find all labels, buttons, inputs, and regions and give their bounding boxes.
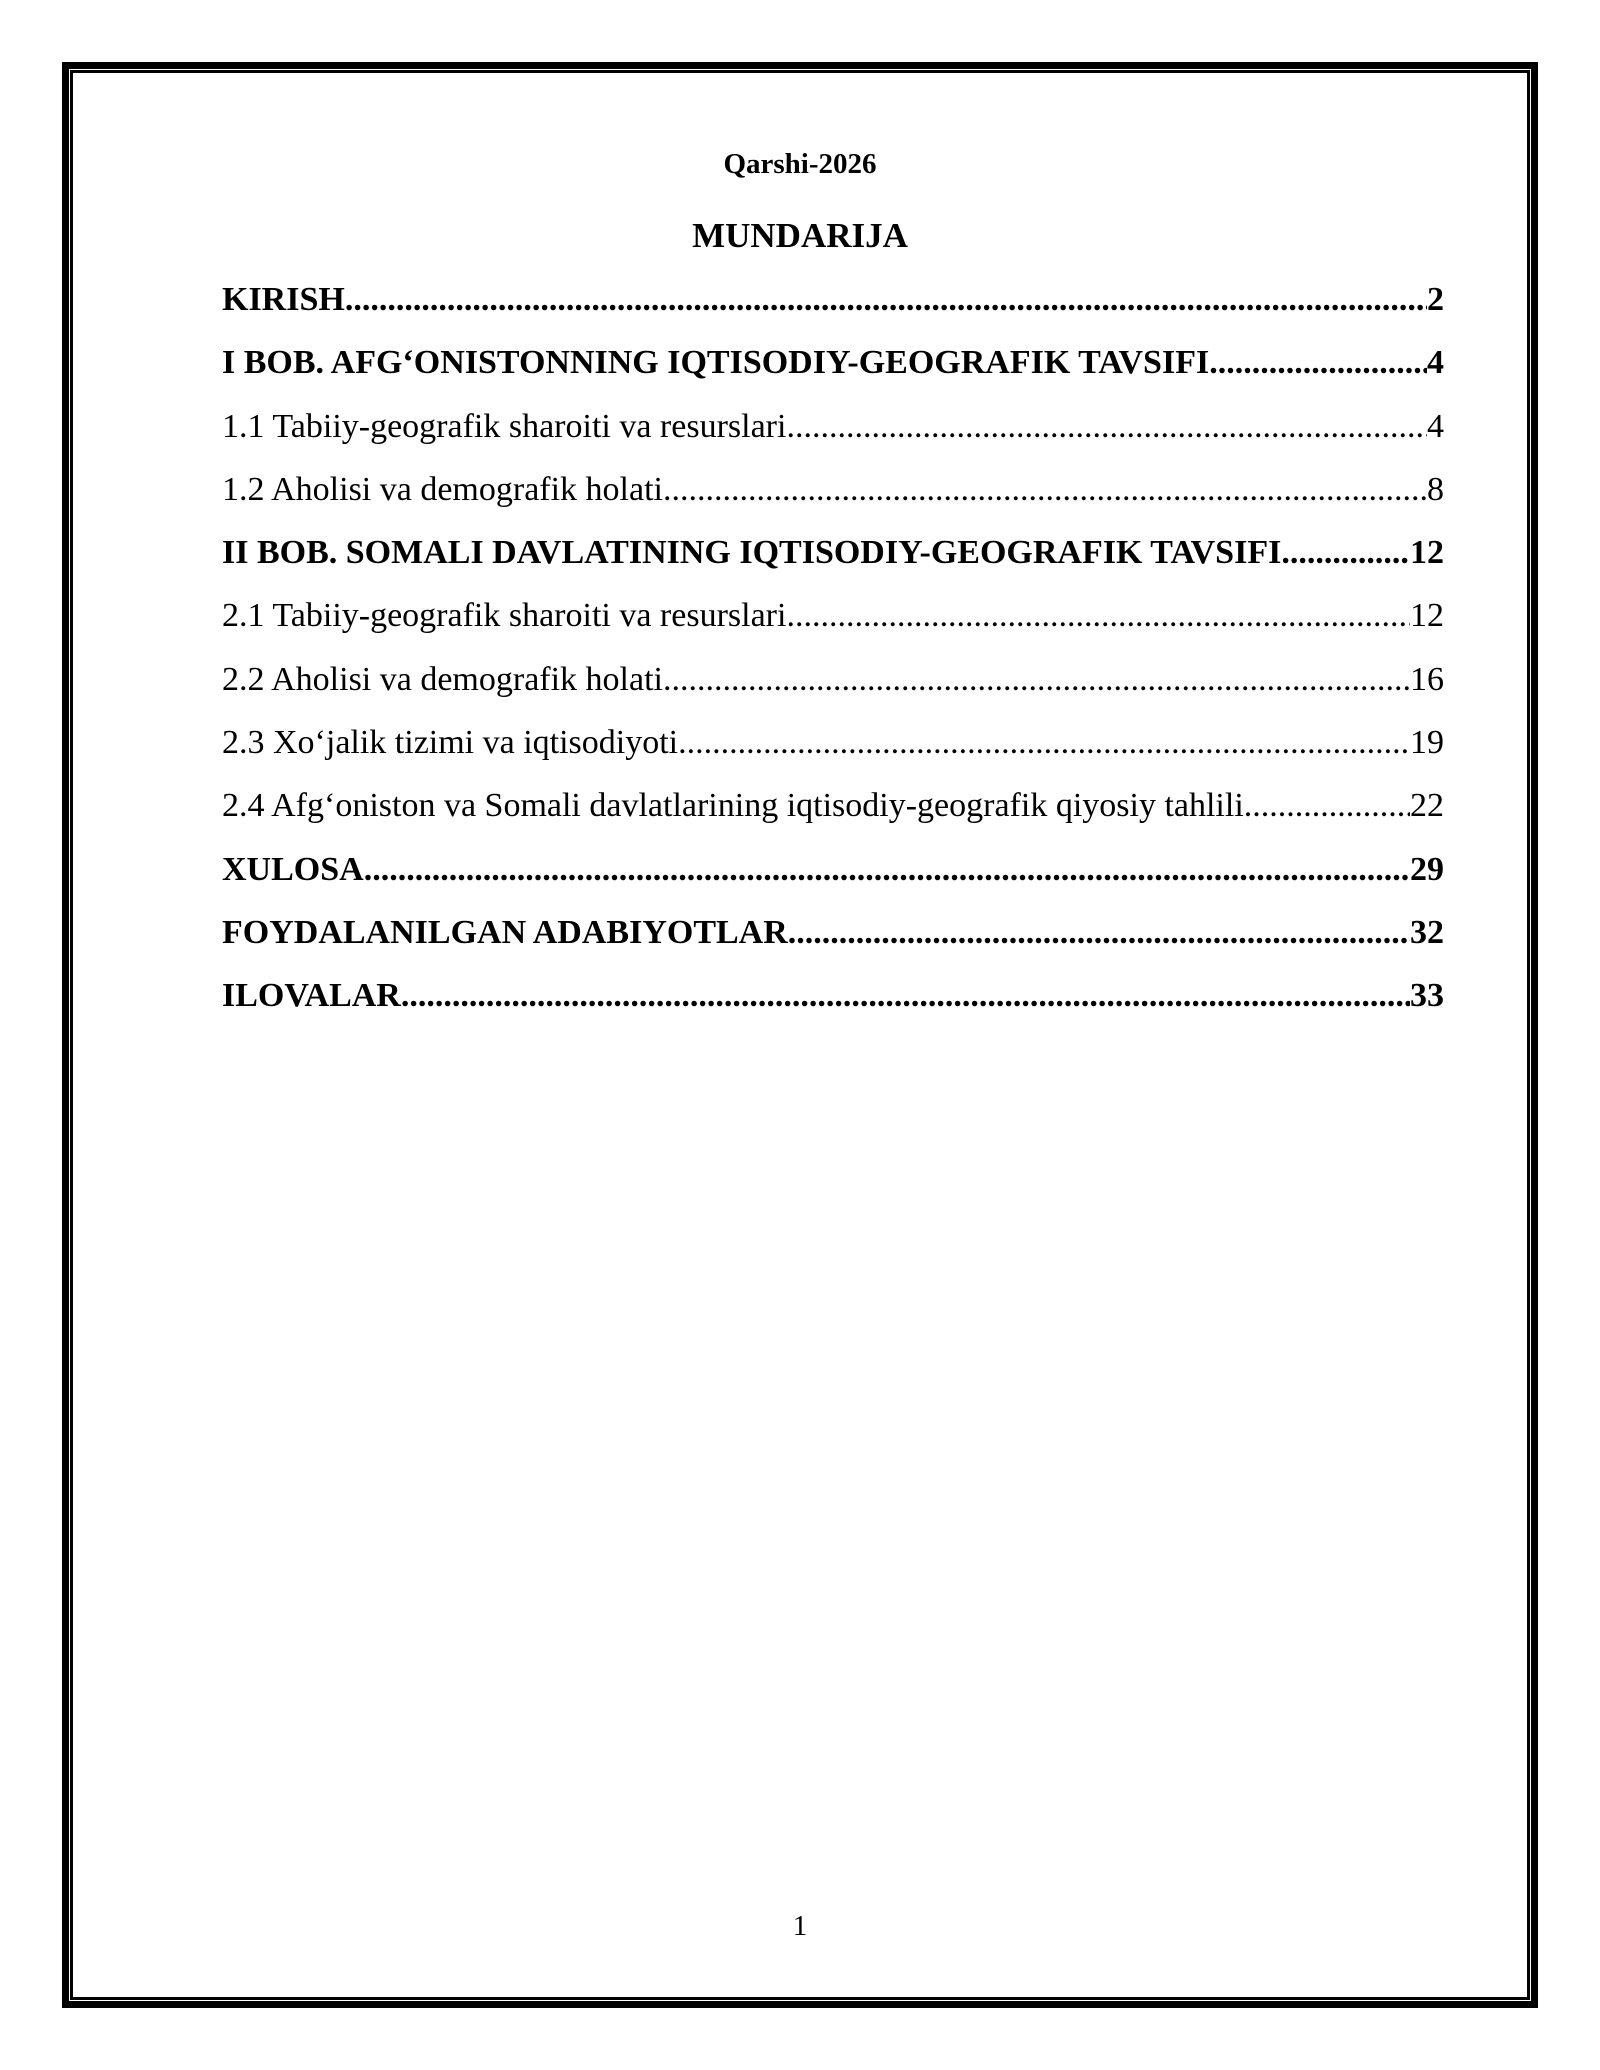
- toc-entry[interactable]: [222, 658, 1444, 721]
- toc-title: MUNDARIJA: [692, 216, 908, 255]
- toc-entry[interactable]: [222, 911, 1444, 974]
- toc-entry-page: 2: [1427, 281, 1444, 318]
- page-number: 1: [792, 1910, 808, 1942]
- toc-entry-label: KIRISH: [222, 281, 345, 318]
- toc-entry-page: 12: [1410, 597, 1444, 635]
- dot-leader: [401, 974, 1410, 1018]
- toc-entry[interactable]: [222, 531, 1444, 594]
- toc-entry-page: 29: [1410, 850, 1444, 888]
- dot-leader: [364, 848, 1410, 892]
- toc-entry[interactable]: [222, 974, 1444, 1037]
- dot-leader: [663, 658, 1410, 702]
- toc-entry[interactable]: [222, 848, 1444, 911]
- toc-entry[interactable]: [222, 278, 1444, 341]
- toc-entry-page: 22: [1410, 787, 1444, 825]
- toc-entry[interactable]: [222, 405, 1444, 468]
- toc-entry-label: ILOVALAR: [222, 977, 401, 1015]
- toc-entry-page: 33: [1410, 977, 1444, 1015]
- toc-entry-page: 32: [1410, 913, 1444, 951]
- toc-entry-label: 2.2 Aholisi va demografik holati: [222, 660, 663, 698]
- toc-entry-page: 19: [1410, 724, 1444, 762]
- toc-entry[interactable]: [222, 341, 1444, 404]
- toc-entry-label: 2.4 Afg‘oniston va Somali davlatlarining iqtisodiy-geografik qiyosiy tahlili: [222, 787, 1244, 825]
- toc-entry-page: 16: [1410, 660, 1444, 698]
- toc-entry-label: XULOSA: [222, 850, 364, 888]
- dot-leader: [678, 721, 1410, 765]
- toc-entry-page: 4: [1427, 344, 1444, 382]
- table-of-contents: [222, 278, 1444, 1038]
- dot-leader: [786, 405, 1427, 449]
- dot-leader: [1281, 531, 1410, 575]
- dot-leader: [345, 278, 1427, 322]
- toc-entry-label: 1.1 Tabiiy-geografik sharoiti va resurslari: [222, 407, 787, 445]
- toc-entry-label: 1.2 Aholisi va demografik holati: [222, 470, 663, 508]
- toc-entry[interactable]: [222, 784, 1444, 847]
- toc-entry[interactable]: [222, 594, 1444, 657]
- toc-entry-label: 2.1 Tabiiy-geografik sharoiti va resurslari: [222, 597, 787, 635]
- toc-entry-label: FOYDALANILGAN ADABIYOTLAR: [222, 913, 788, 951]
- dot-leader: [663, 468, 1427, 512]
- toc-entry[interactable]: [222, 721, 1444, 784]
- toc-entry[interactable]: [222, 468, 1444, 531]
- toc-entry-page: 12: [1410, 534, 1444, 572]
- toc-entry-label: I BOB. AFG‘ONISTONNING IQTISODIY-GEOGRAFIK TAVSIFI: [222, 344, 1210, 382]
- dot-leader: [1209, 341, 1427, 385]
- dot-leader: [788, 911, 1410, 955]
- toc-entry-page: 8: [1427, 470, 1444, 508]
- toc-entry-label: II BOB. SOMALI DAVLATINING IQTISODIY-GEOGRAFIK TAVSIFI: [222, 534, 1282, 572]
- dot-leader: [786, 594, 1410, 638]
- toc-entry-page: 4: [1427, 407, 1444, 445]
- toc-entry-label: 2.3 Xo‘jalik tizimi va iqtisodiyoti: [222, 724, 679, 762]
- dot-leader: [1244, 784, 1410, 828]
- city-year-heading: Qarshi-2026: [723, 148, 877, 180]
